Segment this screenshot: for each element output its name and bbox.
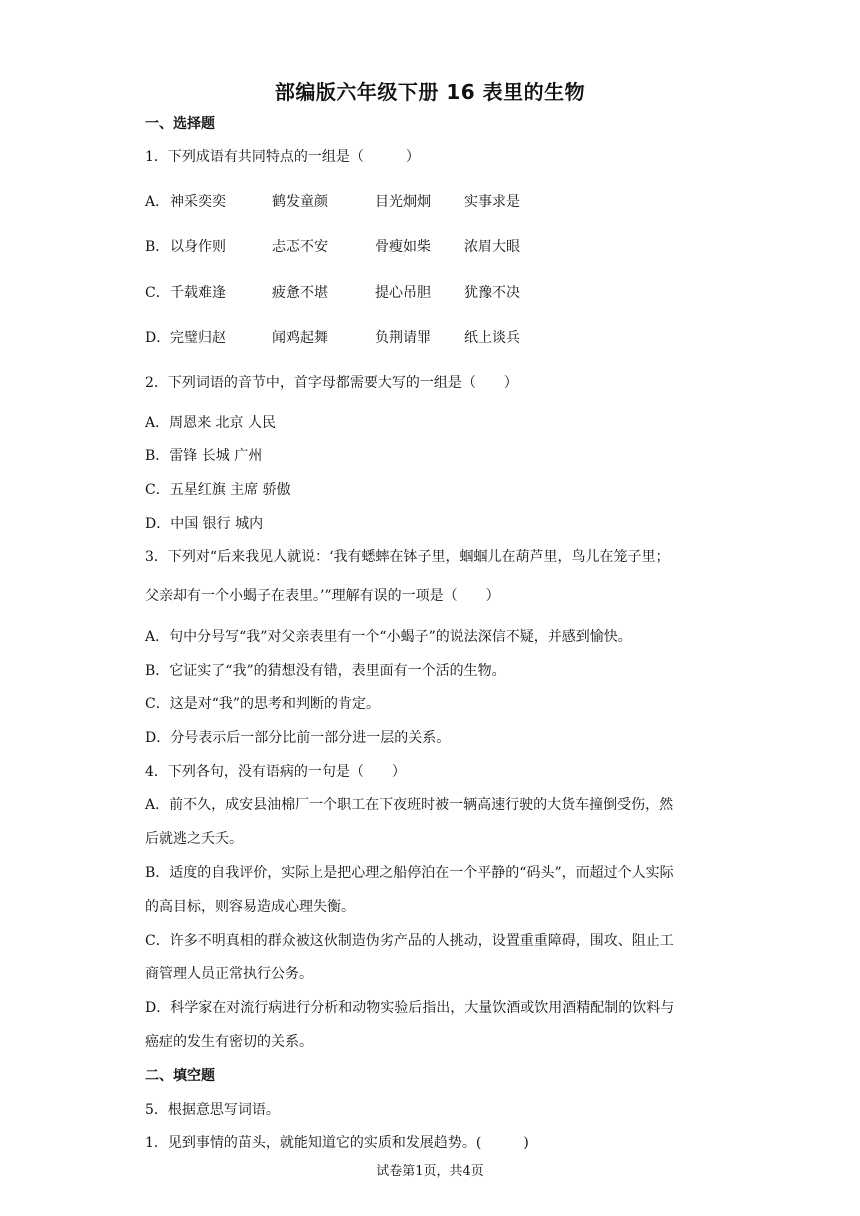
section-heading-choice: 一、选择题 — [145, 116, 215, 132]
question-5-item-1: 1．见到事情的苗头，就能知道它的实质和发展趋势。( ) — [145, 1135, 529, 1151]
question-3-option-a: A．句中分号写“我”对父亲表里有一个“小蝎子”的说法深信不疑，并感到愉快。 — [145, 629, 632, 645]
question-3-option-d: D．分号表示后一部分比前一部分进一层的关系。 — [145, 730, 451, 746]
idiom: 闻鸡起舞 — [272, 330, 328, 346]
question-2-stem: 2．下列词语的音节中，首字母都需要大写的一组是（ ） — [145, 375, 518, 391]
idiom: 鹤发童颜 — [272, 194, 328, 210]
idiom: 犹豫不决 — [464, 285, 520, 301]
idiom: 浓眉大眼 — [464, 239, 520, 255]
idiom: 提心吊胆 — [375, 285, 431, 301]
question-2-option-b: B．雷锋 长城 广州 — [145, 448, 263, 464]
question-4-stem: 4．下列各句，没有语病的一句是（ ） — [145, 764, 406, 780]
option-label: A． — [145, 194, 170, 210]
idiom: 神采奕奕 — [170, 194, 226, 210]
idiom: 以身作则 — [170, 239, 226, 255]
question-1-stem: 1．下列成语有共同特点的一组是（ ） — [145, 149, 420, 165]
option-label: D． — [145, 330, 171, 346]
question-4-option-d-line2: 癌症的发生有密切的关系。 — [145, 1034, 313, 1050]
idiom: 骨瘦如柴 — [375, 239, 431, 255]
page-footer: 试卷第1页，共4页 — [376, 1164, 484, 1179]
idiom: 忐忑不安 — [272, 239, 328, 255]
question-5-stem: 5．根据意思写词语。 — [145, 1102, 280, 1118]
question-4-option-b-line2: 的高目标，则容易造成心理失衡。 — [145, 899, 355, 915]
question-4-option-c-line2: 商管理人员正常执行公务。 — [145, 966, 313, 982]
question-3-stem-line2: 父亲却有一个小蝎子在表里。’”理解有误的一项是（ ） — [145, 588, 500, 604]
question-4-option-a-line2: 后就逃之夭夭。 — [145, 831, 243, 847]
idiom: 纸上谈兵 — [464, 330, 520, 346]
question-3-option-c: C．这是对“我”的思考和判断的肯定。 — [145, 696, 381, 712]
idiom: 实事求是 — [464, 194, 520, 210]
question-3-option-b: B．它证实了“我”的猜想没有错，表里面有一个活的生物。 — [145, 663, 506, 679]
option-label: C． — [145, 285, 170, 301]
page-title: 部编版六年级下册 16 表里的生物 — [274, 80, 586, 104]
question-2-option-d: D．中国 银行 城内 — [145, 516, 264, 532]
question-4-option-a-line1: A．前不久，成安县油棉厂一个职工在下夜班时被一辆高速行驶的大货车撞倒受伤，然 — [145, 797, 674, 813]
option-label: B． — [145, 239, 170, 255]
question-4-option-b-line1: B．适度的自我评价，实际上是把心理之船停泊在一个平静的“码头”，而超过个人实际 — [145, 865, 674, 881]
idiom: 目光炯炯 — [375, 194, 431, 210]
question-4-option-d-line1: D．科学家在对流行病进行分析和动物实验后指出，大量饮酒或饮用酒精配制的饮料与 — [145, 1000, 675, 1016]
idiom: 完璧归赵 — [170, 330, 226, 346]
question-2-option-c: C．五星红旗 主席 骄傲 — [145, 482, 291, 498]
question-3-stem-line1: 3．下列对“后来我见人就说：‘我有蟋蟀在钵子里，蝈蝈儿在葫芦里，鸟儿在笼子里； — [145, 549, 670, 565]
section-heading-fill-blank: 二、填空题 — [145, 1068, 215, 1084]
question-4-option-c-line1: C．许多不明真相的群众被这伙制造伪劣产品的人挑动，设置重重障碍，围攻、阻止工 — [145, 933, 674, 949]
idiom: 疲惫不堪 — [272, 285, 328, 301]
idiom: 千载难逢 — [170, 285, 226, 301]
question-2-option-a: A．周恩来 北京 人民 — [145, 415, 277, 431]
idiom: 负荆请罪 — [375, 330, 431, 346]
